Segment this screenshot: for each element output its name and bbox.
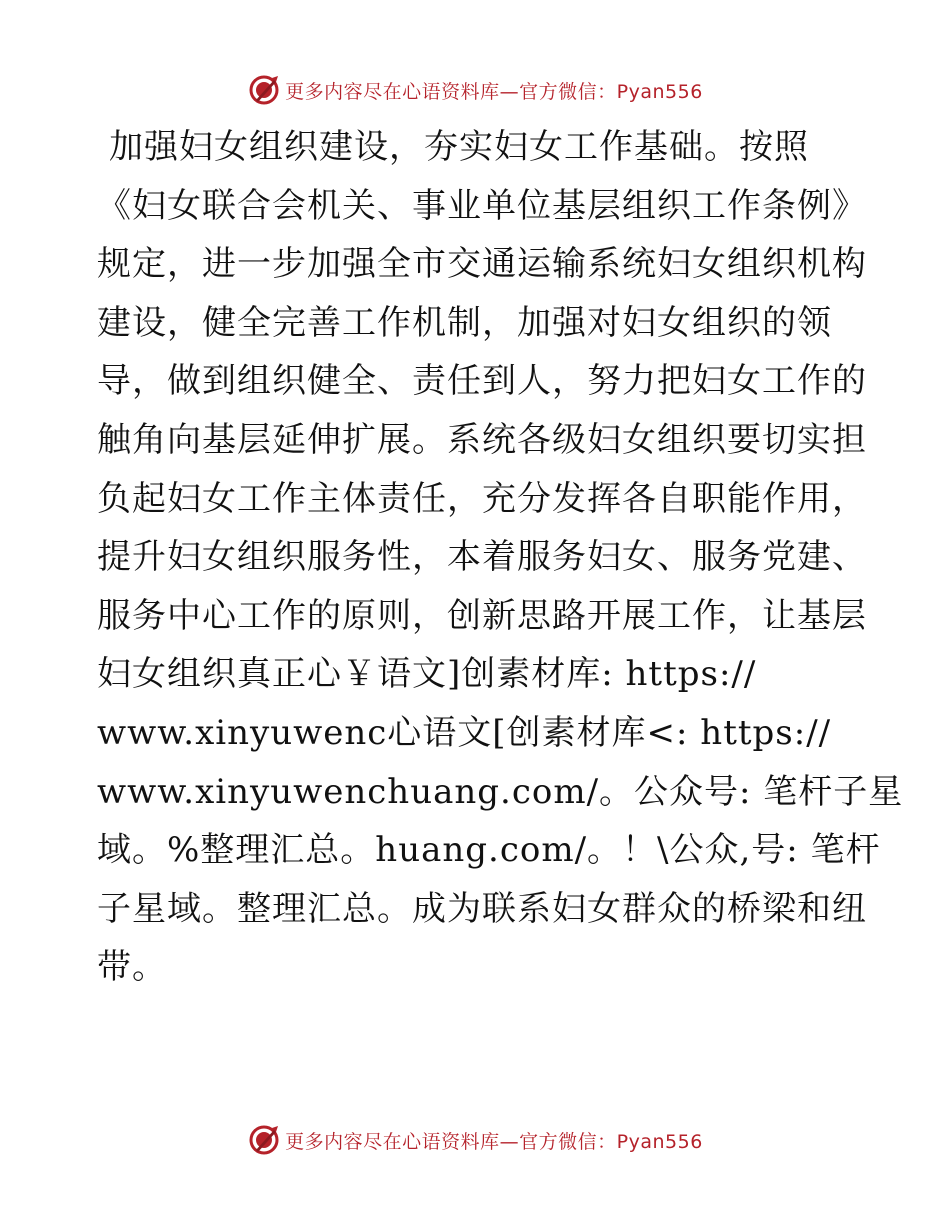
pen-circle-logo-icon (247, 73, 281, 107)
body-line: 负起妇女工作主体责任，充分发挥各自职能作用， (97, 478, 867, 519)
body-line: 《妇女联合会机关、事业单位基层组织工作条例》 (97, 185, 867, 226)
body-line: www.xinyuwenchuang.com/。公众号: 笔杆子星 (97, 771, 904, 812)
body-line: 服务中心工作的原则，创新思路开展工作，让基层 (97, 595, 867, 636)
pen-circle-logo-icon (247, 1123, 281, 1157)
body-line: 导，做到组织健全、责任到人，努力把妇女工作的 (97, 361, 867, 402)
body-line: 域。%整理汇总。huang.com/。！\公众,号: 笔杆 (97, 830, 881, 871)
header-banner (0, 70, 950, 110)
header-banner-text: 更多内容尽在心语资料库—官方微信：Pyan556 (285, 80, 703, 103)
document-body (97, 118, 904, 997)
body-line: 建设，健全完善工作机制，加强对妇女组织的领 (97, 302, 832, 343)
body-line: 带。 (97, 947, 167, 988)
body-line: 加强妇女组织建设，夯实妇女工作基础。按照 (109, 127, 809, 167)
body-line: 妇女组织真正心￥语文]创素材库: https:// (97, 654, 757, 695)
body-line: www.xinyuwenc心语文[创素材库<: https:// (97, 712, 832, 753)
body-line: 提升妇女组织服务性，本着服务妇女、服务党建、 (97, 537, 867, 578)
footer-banner (0, 1120, 950, 1160)
body-line: 规定，进一步加强全市交通运输系统妇女组织机构 (97, 244, 867, 285)
footer-banner-text: 更多内容尽在心语资料库—官方微信：Pyan556 (285, 1130, 703, 1153)
body-line: 子星域。整理汇总。成为联系妇女群众的桥梁和纽 (97, 888, 867, 929)
body-line: 触角向基层延伸扩展。系统各级妇女组织要切实担 (97, 419, 867, 460)
